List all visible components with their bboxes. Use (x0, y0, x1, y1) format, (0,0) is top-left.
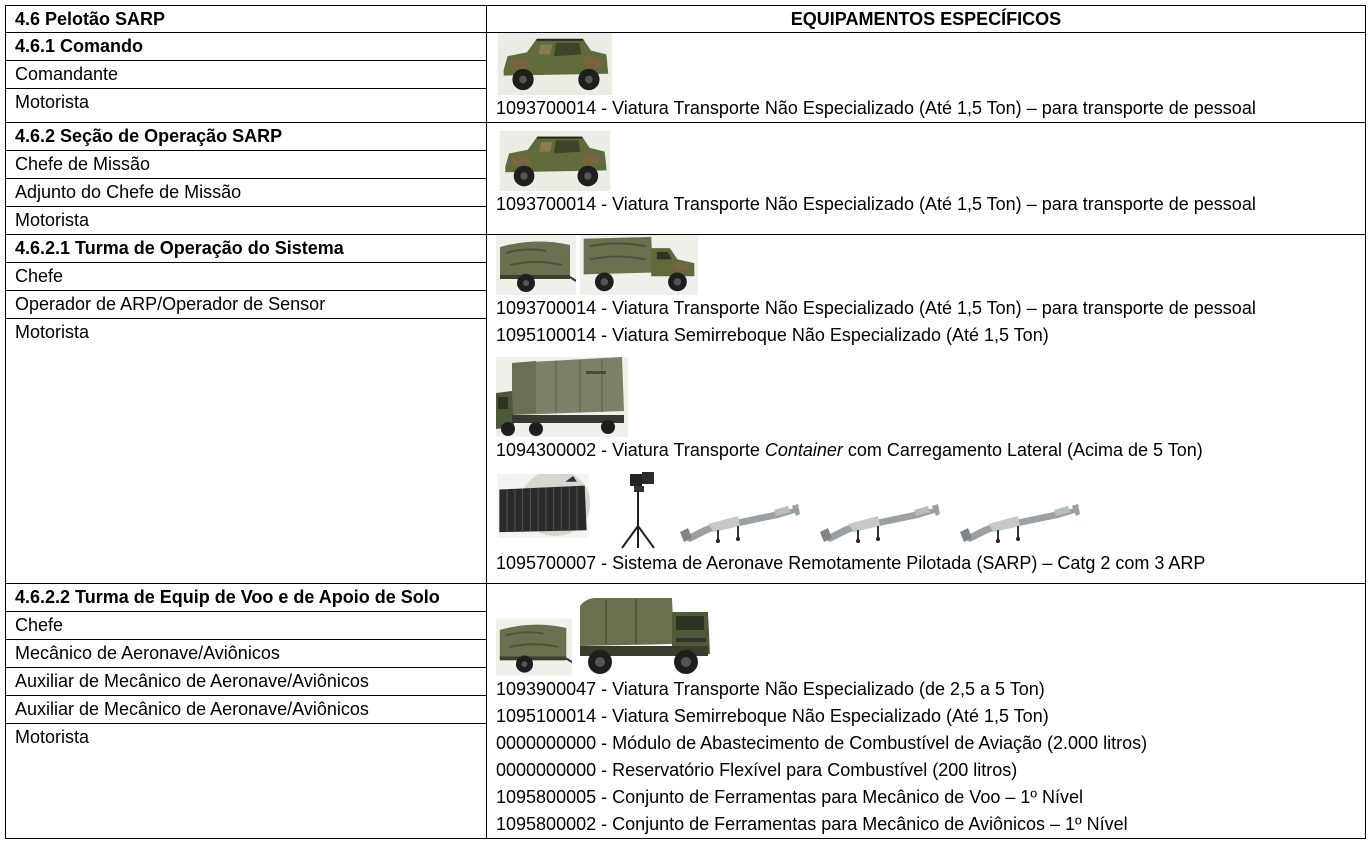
document-page (5, 5, 1366, 841)
section-title: 4.6.2.2 Turma de Equip de Voo e de Apoio de Solo (6, 584, 486, 612)
equipment-code: 1093700014 (496, 98, 597, 118)
role-item: Adjunto do Chefe de Missão (6, 179, 486, 207)
uav-image (678, 504, 802, 544)
section-title: 4.6.2 Seção de Operação SARP (6, 123, 486, 151)
equipment-description-post: com Carregamento Lateral (Acima de 5 Ton) (842, 440, 1203, 460)
section-roles-cell (6, 235, 487, 584)
equipment-description: Viatura Semirreboque Não Especializado (Até 1,5 Ton) (612, 325, 1049, 345)
section-roles-cell (6, 33, 487, 123)
equipment-line (496, 676, 1365, 703)
header-right-cell (487, 6, 1366, 33)
separator: - (596, 298, 613, 318)
table-header-row (6, 6, 1366, 33)
equipment-description: Viatura Semirreboque Não Especializado (Até 1,5 Ton) (612, 706, 1049, 726)
equipment-description: Reservatório Flexível para Combustível (200 litros) (612, 760, 1018, 780)
role-item: Motorista (15, 322, 90, 342)
role-item: Operador de ARP/Operador de Sensor (6, 291, 486, 319)
uav-image (818, 504, 942, 544)
role-item: Auxiliar de Mecânico de Aeronave/Aviônicos (6, 696, 486, 724)
role-item: Motorista (15, 92, 90, 112)
equipment-images (496, 33, 1365, 95)
separator: - (596, 194, 613, 214)
equipment-line (496, 703, 1365, 730)
section-equipment-cell (487, 235, 1366, 584)
trailer-image (496, 618, 572, 676)
equipment-description: Módulo de Abastecimento de Combustível de Aviação (2.000 litros) (612, 733, 1148, 753)
equipment-description: Sistema de Aeronave Remotamente Pilotada (SARP) – Catg 2 com 3 ARP (612, 553, 1206, 573)
trailer-image (496, 235, 576, 295)
role-item: Chefe de Missão (6, 151, 486, 179)
section-title: 4.6.1 Comando (6, 33, 486, 61)
equipment-line (496, 95, 1365, 122)
separator: - (596, 440, 613, 460)
antenna-tripod-image (616, 470, 660, 550)
equipment-description: Viatura Transporte Não Especializado (Até 1,5 Ton) – para transporte de pessoal (612, 298, 1256, 318)
equipment-code: 1095800002 (496, 814, 597, 834)
pickup-truck-image (576, 235, 702, 295)
equipment-code: 1095800005 (496, 787, 597, 807)
equipment-description: Conjunto de Ferramentas para Mecânico de Aviônicos – 1º Nível (612, 814, 1128, 834)
equipment-images (496, 131, 1365, 191)
equipment-description-italic: Container (764, 440, 843, 460)
equipment-code: 1093900047 (496, 679, 597, 699)
equipment-table (5, 5, 1366, 839)
equipment-line (496, 757, 1365, 784)
equipment-description: Viatura Transporte Não Especializado (Até 1,5 Ton) – para transporte de pessoal (612, 98, 1256, 118)
separator: - (596, 733, 613, 753)
section-equipment-cell (487, 33, 1366, 123)
equipment-line (496, 811, 1365, 838)
equipment-line (496, 191, 1365, 218)
equipment-code: 1094300002 (496, 440, 597, 460)
equipment-line (496, 322, 1365, 349)
section-row (6, 584, 1366, 839)
equipment-code: 1095100014 (496, 706, 597, 726)
role-item: Chefe (6, 612, 486, 640)
section-roles-cell (6, 584, 487, 839)
section-equipment-cell (487, 123, 1366, 235)
role-item: Mecânico de Aeronave/Aviônicos (6, 640, 486, 668)
jeep-vehicle-image (496, 131, 614, 191)
role-item: Motorista (15, 727, 90, 747)
section-roles-cell (6, 123, 487, 235)
equipment-line (496, 550, 1365, 577)
separator: - (596, 679, 613, 699)
uav-image (958, 504, 1082, 544)
container-truck-image (496, 357, 628, 437)
equipment-code: 1095700007 (496, 553, 597, 573)
equipment-description: Viatura Transporte Não Especializado (Até 1,5 Ton) – para transporte de pessoal (612, 194, 1256, 214)
separator: - (596, 325, 613, 345)
separator: - (596, 814, 613, 834)
section-equipment-cell (487, 584, 1366, 839)
role-item: Motorista (15, 210, 90, 230)
equipment-description: Viatura Transporte Não Especializado (de 2,5 a 5 Ton) (612, 679, 1045, 699)
equipment-code: 0000000000 (496, 733, 597, 753)
equipment-code: 1093700014 (496, 194, 597, 214)
equipment-line (496, 730, 1365, 757)
role-item: Chefe (6, 263, 486, 291)
jeep-vehicle-image (496, 33, 614, 95)
equipment-line (496, 437, 1365, 464)
equipment-code: 1093700014 (496, 298, 597, 318)
equipment-images (496, 592, 1365, 676)
header-left-cell (6, 6, 487, 33)
equipment-line (496, 295, 1365, 322)
platoon-title: 4.6 Pelotão SARP (15, 9, 166, 29)
role-item: Comandante (6, 61, 486, 89)
equipment-column-title: EQUIPAMENTOS ESPECÍFICOS (790, 9, 1062, 29)
section-row (6, 235, 1366, 584)
cargo-truck-image (576, 596, 712, 676)
equipment-description-pre: Viatura Transporte (612, 440, 765, 460)
separator: - (596, 760, 613, 780)
equipment-images (496, 357, 1365, 437)
equipment-images (496, 470, 1365, 550)
section-row (6, 33, 1366, 123)
section-title: 4.6.2.1 Turma de Operação do Sistema (6, 235, 486, 263)
equipment-code: 0000000000 (496, 760, 597, 780)
separator: - (596, 98, 613, 118)
equipment-description: Conjunto de Ferramentas para Mecânico de Voo – 1º Nível (612, 787, 1083, 807)
separator: - (596, 553, 613, 573)
separator: - (596, 706, 613, 726)
equipment-images (496, 235, 1365, 295)
section-row (6, 123, 1366, 235)
equipment-code: 1095100014 (496, 325, 597, 345)
equipment-line (496, 784, 1365, 811)
ground-station-image (496, 474, 590, 538)
separator: - (596, 787, 613, 807)
role-item: Auxiliar de Mecânico de Aeronave/Aviônicos (6, 668, 486, 696)
